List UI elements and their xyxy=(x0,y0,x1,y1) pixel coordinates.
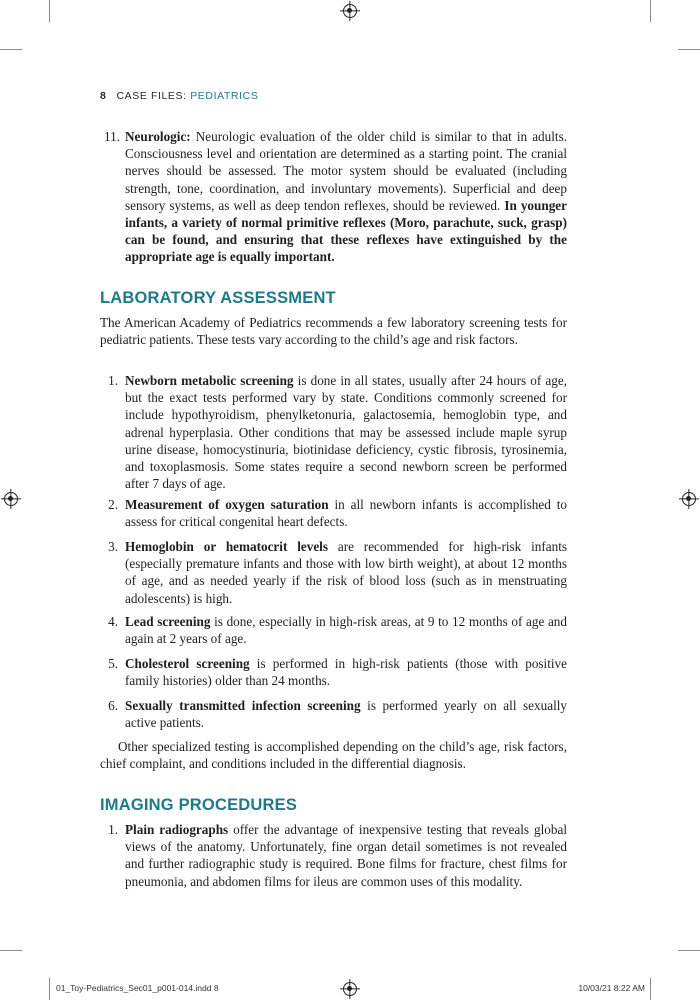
section-heading-imaging: IMAGING PROCEDURES xyxy=(100,796,298,814)
crop-mark-top-right xyxy=(678,49,700,50)
list-item-text: are recommended for high-risk infants (especially premature infants and those with low birth weight), at about 12 months of age, and as needed yearly if the risk of blood loss (such as in menstruating adolescents) is high. xyxy=(125,539,567,606)
page-number: 8 xyxy=(100,90,107,102)
list-item-number: 4. xyxy=(108,614,118,629)
list-item-lead: Plain radiographs xyxy=(125,822,229,837)
list-item xyxy=(100,697,567,731)
crop-mark-top-left xyxy=(0,49,22,50)
running-head xyxy=(100,90,258,102)
list-item xyxy=(100,372,567,492)
crop-mark-bottom-left xyxy=(0,950,22,951)
list-item-lead: Hemoglobin or hematocrit levels xyxy=(125,539,328,554)
crop-mark-bottom-right xyxy=(678,950,700,951)
list-item xyxy=(100,655,567,689)
crop-mark-top-left-vertical xyxy=(49,0,50,22)
lab-closing-paragraph: Other specialized testing is accomplished depending on the child’s age, risk factors, chief complaint, and conditions included in the differential diagnosis. xyxy=(100,739,567,772)
lab-intro-paragraph: The American Academy of Pediatrics recommends a few laboratory screening tests for pediatric patients. These tests vary according to the child’s age and risk factors. xyxy=(100,315,567,348)
list-item xyxy=(100,613,567,647)
crop-mark-bottom-left-vertical xyxy=(49,978,50,1000)
list-item xyxy=(100,538,567,607)
list-item-text: Neurologic evaluation of the older child is similar to that in adults. Consciousness level and orientation are determined as a starting point. The cranial nerves should be assessed. The motor system should be evaluated (including strength, tone, coordination, and involuntary movements). Superficial and deep sensory systems, as well as deep tendon reflexes, should be reviewed. xyxy=(125,129,567,213)
list-item-neurologic xyxy=(100,128,567,266)
list-item-number: 2. xyxy=(108,497,118,512)
list-item-lead: Lead screening xyxy=(125,614,211,629)
list-item-text: is performed yearly on all sexually active patients. xyxy=(125,698,568,731)
list-item-text: is performed in high-risk patients (those with positive family histories) older than 24 months. xyxy=(125,656,567,689)
section-heading-laboratory: LABORATORY ASSESSMENT xyxy=(100,289,336,307)
book-subject: PEDIATRICS xyxy=(190,90,259,102)
crop-mark-top-right-vertical xyxy=(650,0,651,22)
list-item-number: 1. xyxy=(108,373,118,388)
list-item-lead: Newborn metabolic screening xyxy=(125,373,294,388)
list-item xyxy=(100,821,567,890)
list-item-text: is done, especially in high-risk areas, at 9 to 12 months of age and again at 2 years of age. xyxy=(125,614,567,647)
list-item-lead: Measurement of oxygen saturation xyxy=(125,497,329,512)
list-item-lead: Sexually transmitted infection screening xyxy=(125,698,361,713)
crop-mark-bottom-right-vertical xyxy=(650,978,651,1000)
list-item-text: is done in all states, usually after 24 hours of age, but the exact tests performed vary by state. Conditions commonly screened for include hypothyroidism, phenylketonuria, galactosemia, hemoglobin type, and adrenal hyperplasia. Other conditions that may be assessed include maple syrup urine disease, homocystinuria, biotinidase deficiency, cystic fibrosis, tyrosinemia, and toxoplasmosis. Some states require a second newborn screen be performed after 7 days of age. xyxy=(125,373,567,492)
list-item-number: 6. xyxy=(108,698,118,713)
slug-datetime: 10/03/21 8:22 AM xyxy=(578,983,645,993)
list-item-number: 3. xyxy=(108,539,118,554)
list-item-number: 5. xyxy=(108,656,118,671)
slug-filename: 01_Toy-Pediatrics_Sec01_p001-014.indd 8 xyxy=(56,983,219,993)
list-item-text: offer the advantage of inexpensive testing that reveals global views of the anatomy. Unfortunately, fine organ detail sometimes is not revealed and further radiographic study is required. Bone films for fracture, chest films for pneumonia, and abdomen films for ileus are common uses of this modality. xyxy=(125,822,567,889)
list-item-lead: Neurologic: xyxy=(125,129,191,144)
list-item xyxy=(100,496,567,530)
registration-mark-top-icon xyxy=(343,4,357,18)
list-item-number: 11. xyxy=(104,129,120,144)
registration-mark-bottom-icon xyxy=(343,982,357,996)
list-item-lead: Cholesterol screening xyxy=(125,656,250,671)
list-item-number: 1. xyxy=(108,822,118,837)
book-title: CASE FILES: xyxy=(116,90,191,102)
list-item-bold-tail: In younger infants, a variety of normal primitive reflexes (Moro, parachute, suck, grasp) can be found, and ensuring that these reflexes have extinguished by the appropriate age is equally important. xyxy=(125,197,567,265)
registration-mark-right-icon xyxy=(682,492,696,506)
registration-mark-left-icon xyxy=(4,492,18,506)
list-item-text: in all newborn infants is accomplished to assess for critical congenital heart defects. xyxy=(125,497,567,530)
